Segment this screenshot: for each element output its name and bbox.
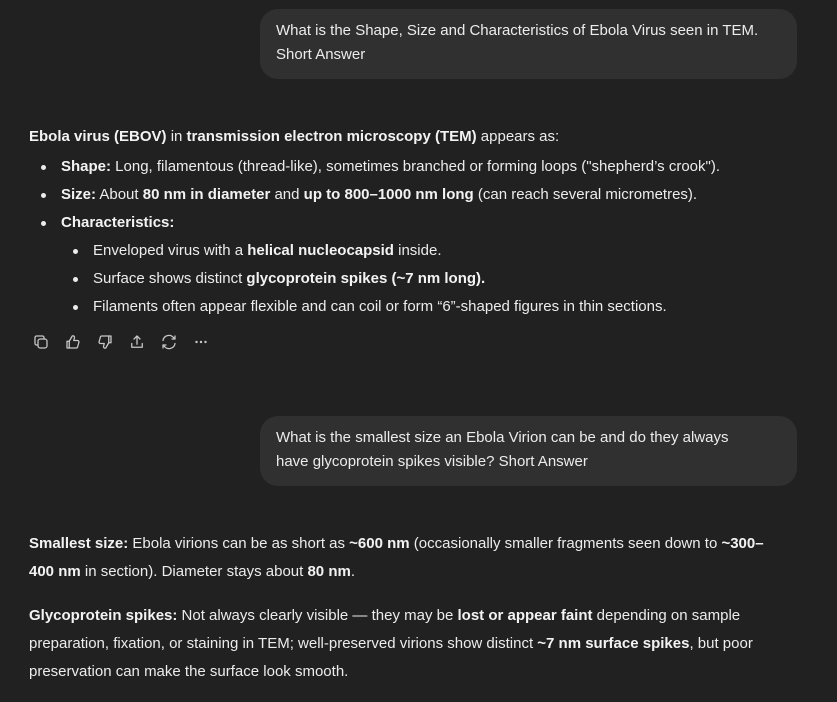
list-item-shape: Shape: Long, filamentous (thread-like), sometimes branched or forming loops ("shepherd’s crook"). bbox=[29, 153, 809, 181]
list-item: Enveloped virus with a helical nucleocapsid inside. bbox=[29, 237, 809, 265]
answer-paragraph-spikes: Glycoprotein spikes: Not always clearly visible — they may be lost or appear faint depending on sample preparation, fixation, or staining in TEM; well-preserved virions show distinct ~7 nm surface spikes, but poor preservation can make the surface look smooth. bbox=[29, 607, 753, 680]
assistant-message bbox=[29, 123, 809, 321]
thumbs-up-icon[interactable] bbox=[61, 331, 85, 353]
user-message-line: have glycoprotein spikes visible? Short Answer bbox=[276, 453, 588, 470]
user-message-line: Short Answer bbox=[276, 46, 366, 63]
list-item-characteristics: Characteristics: Enveloped virus with a helical nucleocapsid inside. Surface shows distinct glycoprotein spikes (~7 nm long). Filaments often appear flexible and can coil or form “6”-shaped figures in thin sections. bbox=[29, 209, 809, 321]
more-icon[interactable] bbox=[189, 331, 213, 353]
message-actions bbox=[29, 331, 213, 353]
list-item: Surface shows distinct glycoprotein spikes (~7 nm long). bbox=[29, 265, 809, 293]
user-message-line: What is the smallest size an Ebola Virion can be and do they always bbox=[276, 429, 729, 446]
sub-list bbox=[29, 237, 809, 321]
regenerate-icon[interactable] bbox=[157, 331, 181, 353]
list-item-size: Size: About 80 nm in diameter and up to 800–1000 nm long (can reach several micrometres). bbox=[29, 181, 809, 209]
copy-icon[interactable] bbox=[29, 331, 53, 353]
thumbs-down-icon[interactable] bbox=[93, 331, 117, 353]
user-message-line: What is the Shape, Size and Characteristics of Ebola Virus seen in TEM. bbox=[276, 22, 759, 39]
user-message bbox=[260, 9, 797, 79]
share-icon[interactable] bbox=[125, 331, 149, 353]
answer-paragraph-size: Smallest size: Ebola virions can be as short as ~600 nm (occasionally smaller fragments seen down to ~300– 400 nm in section). Diameter stays about 80 nm. bbox=[29, 535, 764, 580]
answer-intro: Ebola virus (EBOV) in transmission electron microscopy (TEM) appears as: bbox=[29, 128, 560, 145]
user-message bbox=[260, 416, 797, 486]
list-item: Filaments often appear flexible and can coil or form “6”-shaped figures in thin sections. bbox=[29, 293, 809, 321]
assistant-message bbox=[29, 530, 809, 702]
answer-list bbox=[29, 153, 809, 321]
